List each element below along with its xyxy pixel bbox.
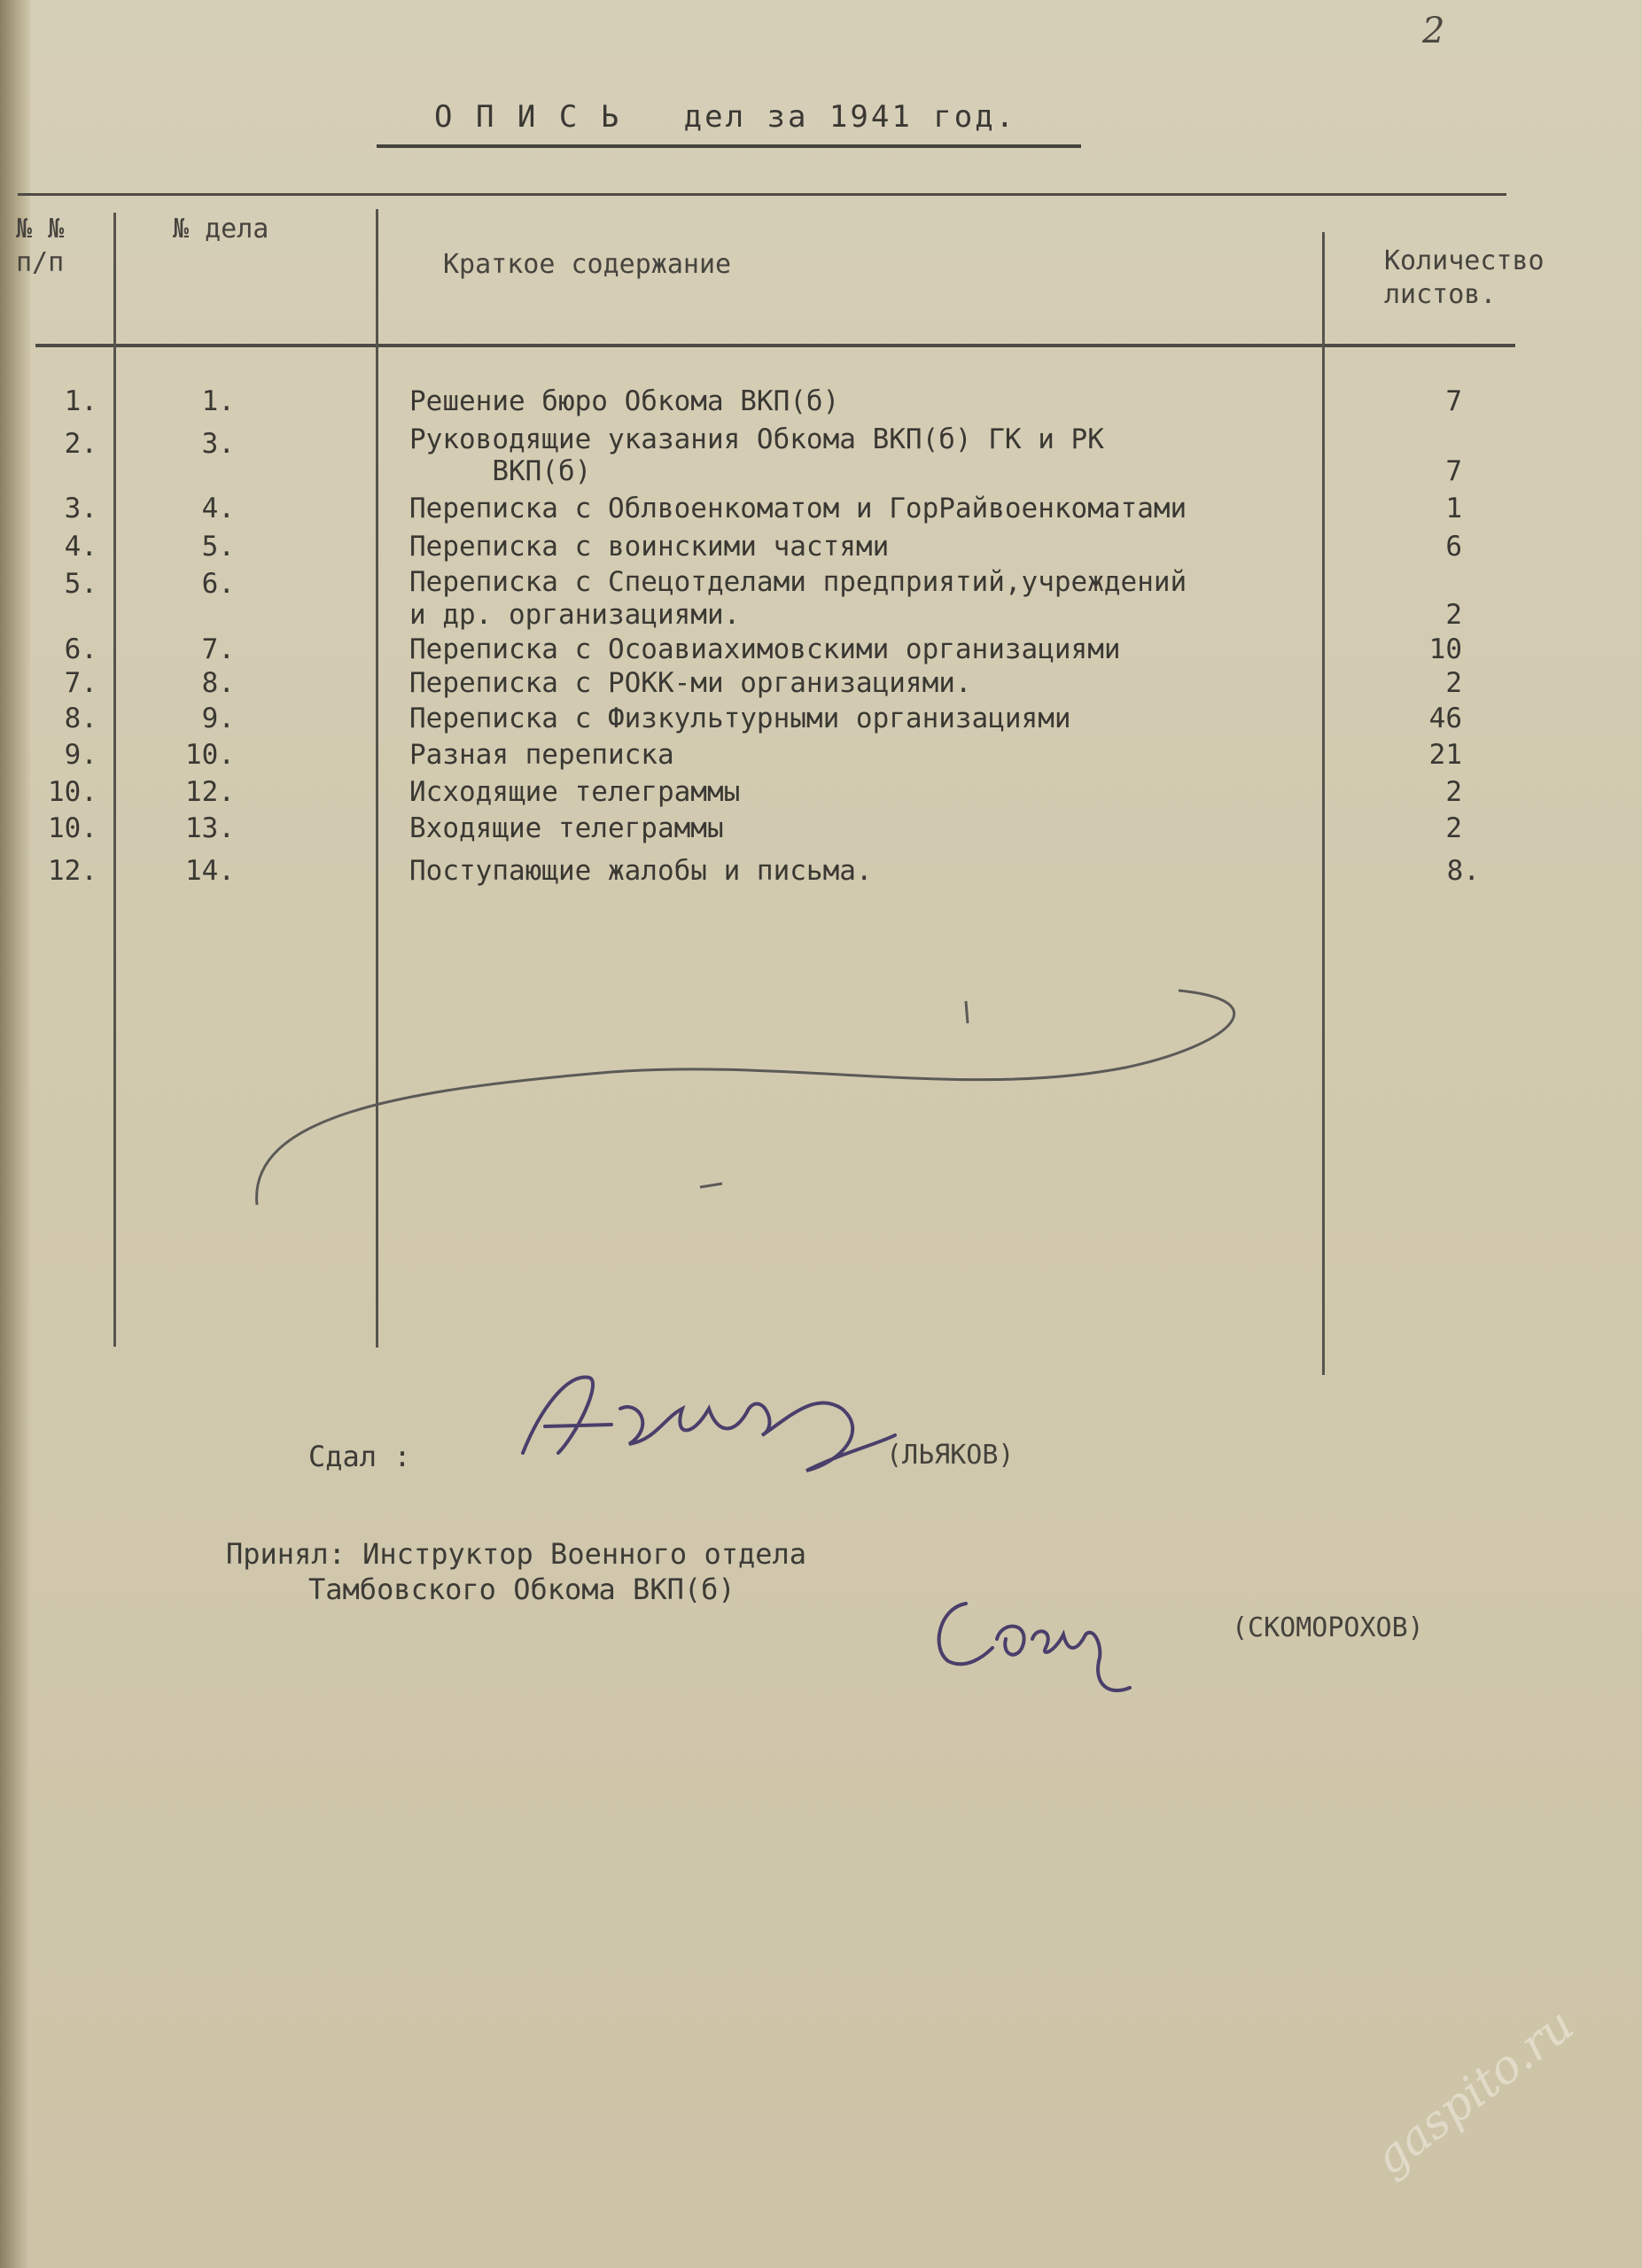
row-content-continued: ВКП(б) [409,455,592,487]
receipt-name: (СКОМОРОХОВ) [1232,1612,1424,1643]
row-content: Руководящие указания Обкома ВКП(б) ГК и РК [409,423,1104,455]
case-number: 6. [201,568,235,600]
sheet-count: 2 [1445,812,1462,844]
table-top-rule [18,193,1506,196]
case-number: 13. [185,812,235,844]
handed-over-label: Сдал : [308,1440,411,1473]
row-number: 10. [48,776,97,808]
row-content: Решение бюро Обкома ВКП(б) [409,385,840,417]
sheet-count: 21 [1428,739,1462,771]
case-number: 10. [185,739,235,771]
document-title: О П И С Ь дел за 1941 год. [434,99,1017,135]
handover-signature [505,1355,913,1497]
case-number: 4. [201,493,235,524]
column-divider-3 [1322,232,1325,1375]
sheet-count: 1 [1445,493,1462,524]
case-number: 14. [185,855,235,887]
sheet-count: 10 [1428,633,1462,665]
row-content: Поступающие жалобы и письма. [409,855,873,887]
sheet-count: 7 [1445,385,1462,417]
case-number: 8. [201,667,235,699]
received-by-line2: Тамбовского Обкома ВКП(б) [308,1573,735,1606]
sheet-count: 2 [1445,667,1462,699]
case-number: 12. [185,776,235,808]
sheet-count: 46 [1428,703,1462,734]
row-content: Переписка с Физкультурными организациями [409,703,1071,734]
table-header-rule [35,344,1515,347]
row-number: 9. [64,739,97,771]
header-sheets-line2: листов. [1384,279,1497,310]
row-content: Переписка с Осоавиахимовскими организациями [409,633,1121,665]
case-number: 7. [201,633,235,665]
row-number: 1. [64,385,97,417]
header-case-number: № дела [173,214,269,245]
watermark: gaspito.ru [1365,1998,1584,2186]
row-content: Переписка с Облвоенкоматом и ГорРайвоенкоматами [409,493,1187,524]
row-number: 6. [64,633,97,665]
case-number: 5. [201,531,235,563]
row-number: 4. [64,531,97,563]
receipt-signature [922,1586,1170,1710]
row-content: Разная переписка [409,739,674,771]
row-number: 3. [64,493,97,524]
title-underline [377,144,1081,148]
row-number: 12. [48,855,97,887]
case-number: 9. [201,703,235,734]
header-content: Краткое содержание [443,249,732,280]
sheet-count: 7 [1445,455,1462,487]
header-sheets-line1: Количество [1384,245,1545,276]
case-number: 3. [201,428,235,460]
pen-flourish-stroke [239,983,1303,1214]
case-number: 1. [201,385,235,417]
received-by-line1: Принял: Инструктор Военного отдела [226,1537,807,1571]
row-number: 5. [64,568,97,600]
row-number: 10. [48,812,97,844]
row-number: 8. [64,703,97,734]
sheet-count: 2 [1445,776,1462,808]
row-content-continued: и др. организациями. [409,599,741,631]
row-content: Переписка с РОКК-ми организациями. [409,667,972,699]
sheet-count: 2 [1445,599,1462,631]
row-number: 7. [64,667,97,699]
column-divider-1 [113,213,116,1347]
sheet-count: 8. [1446,855,1480,887]
page-number: 2 [1422,11,1445,51]
handover-name: (ЛЬЯКОВ) [886,1440,1015,1471]
sheet-count: 6 [1445,531,1462,563]
header-index-line1: № № [16,214,65,245]
row-content: Исходящие телеграммы [409,776,741,808]
header-index-line2: п/п [16,247,65,278]
page-binding-edge [0,0,30,2268]
row-content: Переписка с Спецотделами предприятий,учреждений [409,566,1187,598]
row-content: Входящие телеграммы [409,812,724,844]
row-content: Переписка с воинскими частями [409,531,890,563]
row-number: 2. [64,428,97,460]
